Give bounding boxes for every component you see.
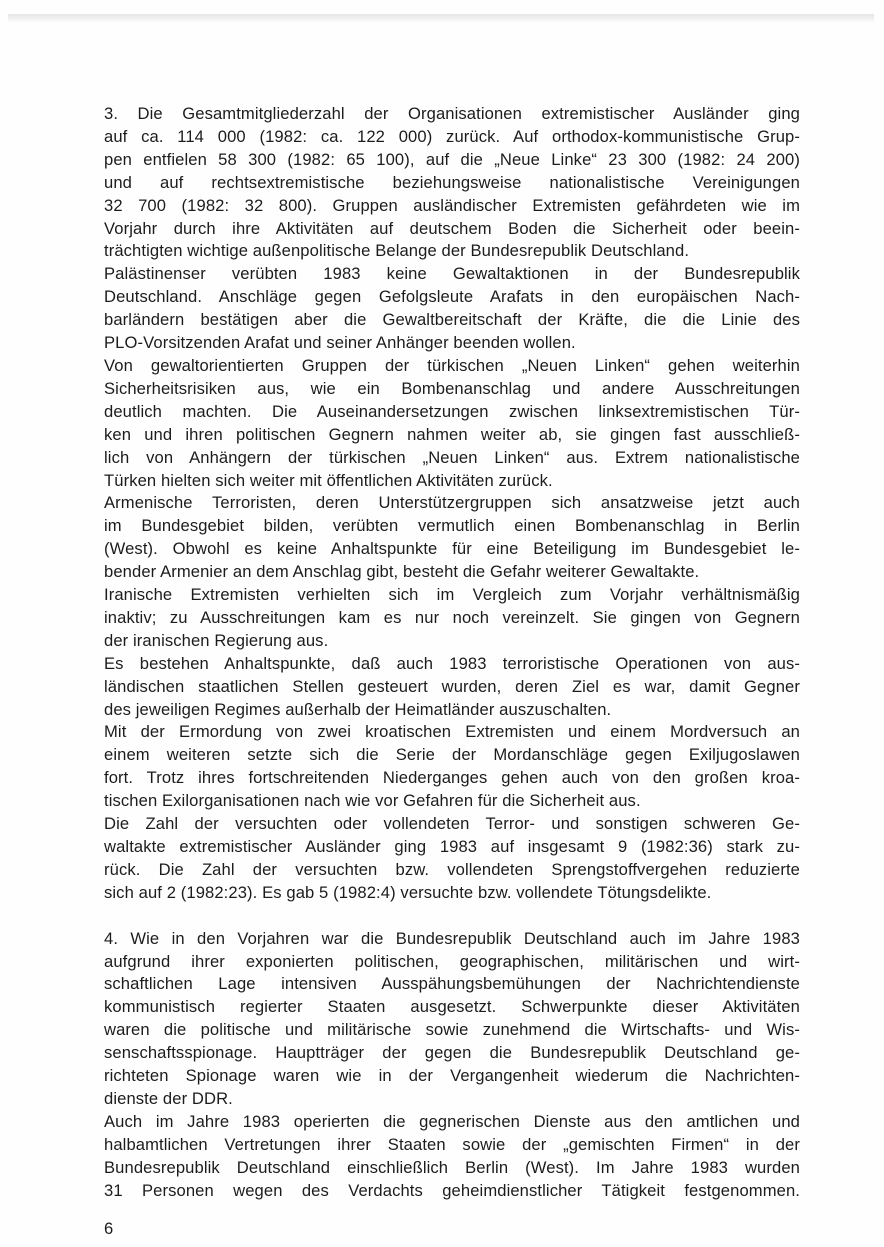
page-number: 6 (104, 1219, 114, 1238)
text-line: lich von Anhängern der türkischen „Neuen Linken“ aus. Extrem nationalistische (104, 447, 800, 467)
text-line: richteten Spionage waren wie in der Vergangenheit wiederum die Nachrichten- (104, 1066, 800, 1086)
text-line: Deutschland. Anschläge gegen Gefolgsleute Arafats in den europäischen Nach- (104, 287, 800, 307)
text-line: inaktiv; zu Ausschreitungen kam es nur noch vereinzelt. Sie gingen von Gegnern (104, 607, 800, 627)
text-line: schaftlichen Lage intensiven Ausspähungsbemühungen der Nachrichtendienste (104, 974, 800, 994)
text-line: Iranische Extremisten verhielten sich im Vergleich zum Vorjahr verhältnismäßig (104, 585, 800, 605)
text-line: dienste der DDR. (104, 1088, 233, 1108)
text-line: des jeweiligen Regimes außerhalb der Heimatländer auszuschalten. (104, 699, 612, 719)
text-line: trächtigten wichtige außenpolitische Belange der Bundesrepublik Deutschland. (104, 241, 690, 261)
text-line: Vorjahr durch ihre Aktivitäten auf deutschem Boden die Sicherheit oder beein- (104, 218, 800, 238)
text-line: aufgrund ihrer exponierten politischen, geographischen, militärischen und wirt- (104, 951, 800, 971)
text-line: pen entfielen 58 300 (1982: 65 100), auf die „Neue Linke“ 23 300 (1982: 24 200) (104, 149, 800, 169)
text-line: Mit der Ermordung von zwei kroatischen Extremisten und einem Mordversuch an (104, 722, 800, 742)
text-line: Armenische Terroristen, deren Unterstützergruppen sich ansatzweise jetzt auch (104, 493, 800, 513)
text-line: Palästinenser verübten 1983 keine Gewaltaktionen in der Bundesrepublik (104, 264, 800, 284)
text-line: Die Zahl der versuchten oder vollendeten Terror- und sonstigen schweren Ge- (104, 814, 800, 834)
section-3 (104, 103, 800, 905)
text-line: fort. Trotz ihres fortschreitenden Niederganges gehen auch von den großen kroa- (104, 768, 800, 788)
text-line: 32 700 (1982: 32 800). Gruppen ausländischer Extremisten gefährdeten wie im (104, 195, 800, 215)
text-line: Türken hielten sich weiter mit öffentlichen Aktivitäten zurück. (104, 470, 553, 490)
text-line: Es bestehen Anhaltspunkte, daß auch 1983 terroristische Operationen von aus- (104, 653, 800, 673)
text-line: tischen Exilorganisationen nach wie vor Gefahren für die Sicherheit aus. (104, 791, 641, 811)
text-line: im Bundesgebiet bilden, verübten vermutlich einen Bombenanschlag in Berlin (104, 516, 800, 536)
text-line: rück. Die Zahl der versuchten bzw. vollendeten Sprengstoffvergehen reduzierte (104, 859, 800, 879)
text-line: 4. Wie in den Vorjahren war die Bundesrepublik Deutschland auch im Jahre 1983 (104, 928, 800, 948)
text-line: und auf rechtsextremistische beziehungsweise nationalistische Vereinigungen (104, 172, 800, 192)
text-line: 3. Die Gesamtmitgliederzahl der Organisationen extremistischer Ausländer ging (104, 104, 800, 123)
text-line: senschaftsspionage. Hauptträger der gegen die Bundesrepublik Deutschland ge- (104, 1043, 800, 1063)
text-line: Sicherheitsrisiken aus, wie ein Bombenanschlag und andere Ausschreitungen (104, 378, 800, 398)
text-line: waltakte extremistischer Ausländer ging 1983 auf insgesamt 9 (1982:36) stark zu- (104, 837, 800, 856)
text-line: der iranischen Regierung aus. (104, 630, 329, 650)
text-line: Auch im Jahre 1983 operierten die gegnerischen Dienste aus den amtlichen und (104, 1111, 800, 1131)
section-spacer (104, 905, 800, 928)
text-line: halbamtlichen Vertretungen ihrer Staaten sowie der „gemischten Firmen“ in der (104, 1134, 800, 1154)
text-line: Bundesrepublik Deutschland einschließlich Berlin (West). Im Jahre 1983 wurden (104, 1157, 800, 1177)
text-line: barländern bestätigen aber die Gewaltbereitschaft der Kräfte, die die Linie des (104, 310, 800, 330)
text-line: auf ca. 114 000 (1982: ca. 122 000) zurück. Auf orthodox-kommunistische Grup- (104, 126, 800, 146)
text-line: PLO-Vorsitzenden Arafat und seiner Anhänger beenden wollen. (104, 333, 576, 353)
text-line: waren die politische und militärische sowie zunehmend die Wirtschafts- und Wis- (104, 1020, 800, 1040)
text-line: kommunistisch regierter Staaten ausgesetzt. Schwerpunkte dieser Aktivitäten (104, 997, 800, 1017)
scan-top-edge (8, 14, 874, 22)
section-4 (104, 928, 800, 1203)
page-body (104, 103, 800, 1202)
text-line: ken und ihren politischen Gegnern nahmen weiter ab, sie gingen fast ausschließ- (104, 424, 800, 444)
text-line: (West). Obwohl es keine Anhaltspunkte für eine Beteiligung im Bundesgebiet le- (104, 539, 800, 559)
text-line: ländischen staatlichen Stellen gesteuert wurden, deren Ziel es war, damit Gegner (104, 676, 800, 696)
text-line: sich auf 2 (1982:23). Es gab 5 (1982:4) versuchte bzw. vollendete Tötungsdelikte. (104, 882, 712, 902)
text-line: deutlich machten. Die Auseinandersetzungen zwischen linksextremistischen Tür- (104, 401, 800, 421)
text-line: einem weiteren setzte sich die Serie der Mordanschläge gegen Exiljugoslawen (104, 745, 800, 765)
text-line: bender Armenier an dem Anschlag gibt, besteht die Gefahr weiterer Gewaltakte. (104, 562, 700, 582)
text-line: Von gewaltorientierten Gruppen der türkischen „Neuen Linken“ gehen weiterhin (104, 355, 800, 375)
text-line: 31 Personen wegen des Verdachts geheimdienstlicher Tätigkeit festgenommen. (104, 1180, 800, 1200)
